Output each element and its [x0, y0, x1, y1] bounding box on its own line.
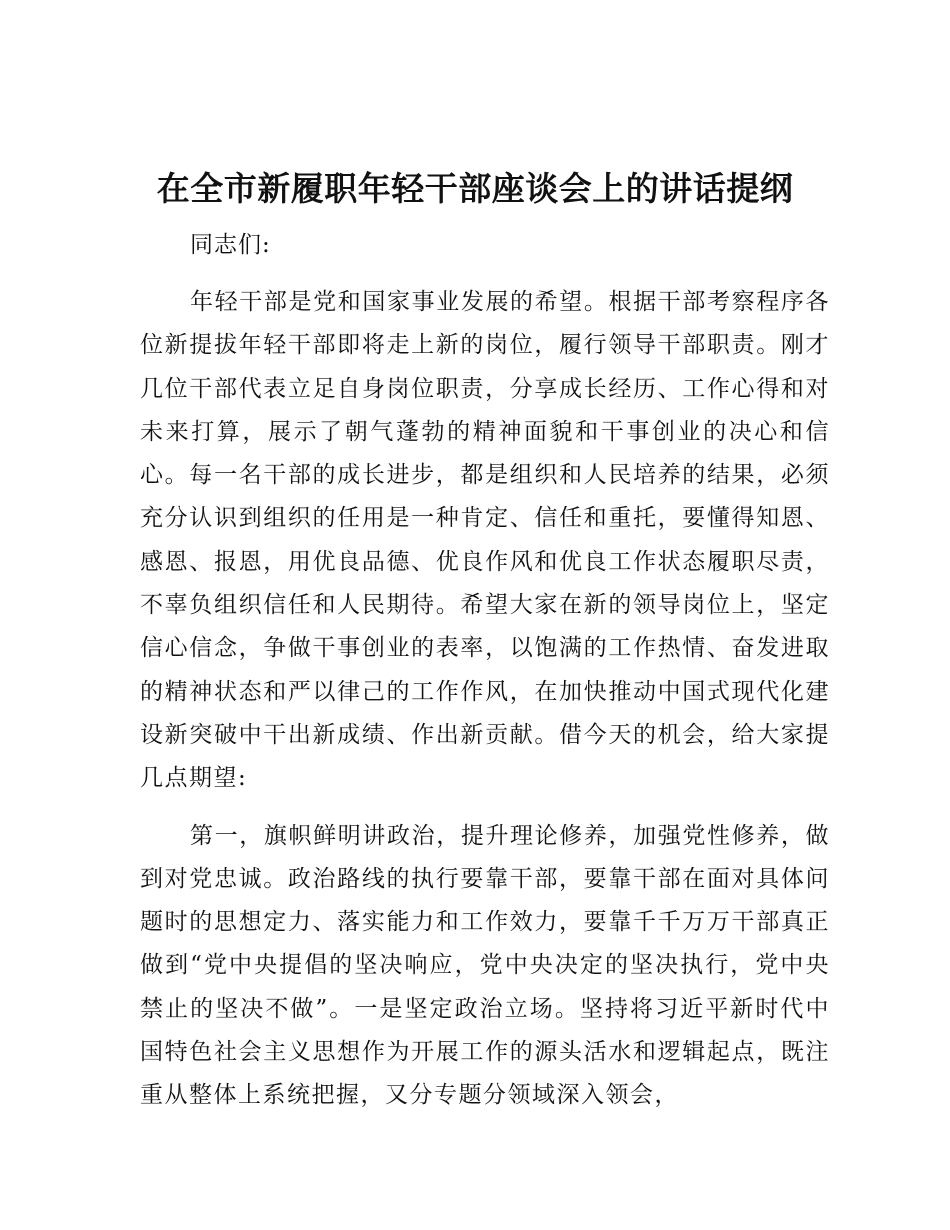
paragraph-first-point: 第一，旗帜鲜明讲政治，提升理论修养，加强党性修养，做到对党忠诚。政治路线的执行要靠干部，要靠干部在面对具体问题时的思想定力、落实能力和工作效力，要靠千千万万干部真正做到“党中央提倡的坚决响应，党中央决定的坚决执行，党中央禁止的坚决不做”。一是坚定政治立场。坚持将习近平新时代中国特色社会主义思想作为开展工作的源头活水和逻辑起点，既注重从整体上系统把握，又分专题分领域深入领会， [140, 822, 830, 1109]
document-body [140, 224, 830, 1132]
paragraph-intro: 年轻干部是党和国家事业发展的希望。根据干部考察程序各位新提拔年轻干部即将走上新的岗位，履行领导干部职责。刚才几位干部代表立足自身岗位职责，分享成长经历、工作心得和对未来打算，展示了朝气蓬勃的精神面貌和干事创业的决心和信心。每一名干部的成长进步，都是组织和人民培养的结果，必须充分认识到组织的任用是一种肯定、信任和重托，要懂得知恩、感恩、报恩，用优良品德、优良作风和优良工作状态履职尽责，不辜负组织信任和人民期待。希望大家在新的领导岗位上，坚定信心信念，争做干事创业的表率，以饱满的工作热情、奋发进取的精神状态和严以律己的工作作风，在加快推动中国式现代化建设新突破中干出新成绩、作出新贡献。借今天的机会，给大家提几点期望: [140, 289, 830, 792]
document-title: 在全市新履职年轻干部座谈会上的讲话提纲 [156, 169, 794, 208]
greeting: 同志们: [190, 232, 271, 258]
